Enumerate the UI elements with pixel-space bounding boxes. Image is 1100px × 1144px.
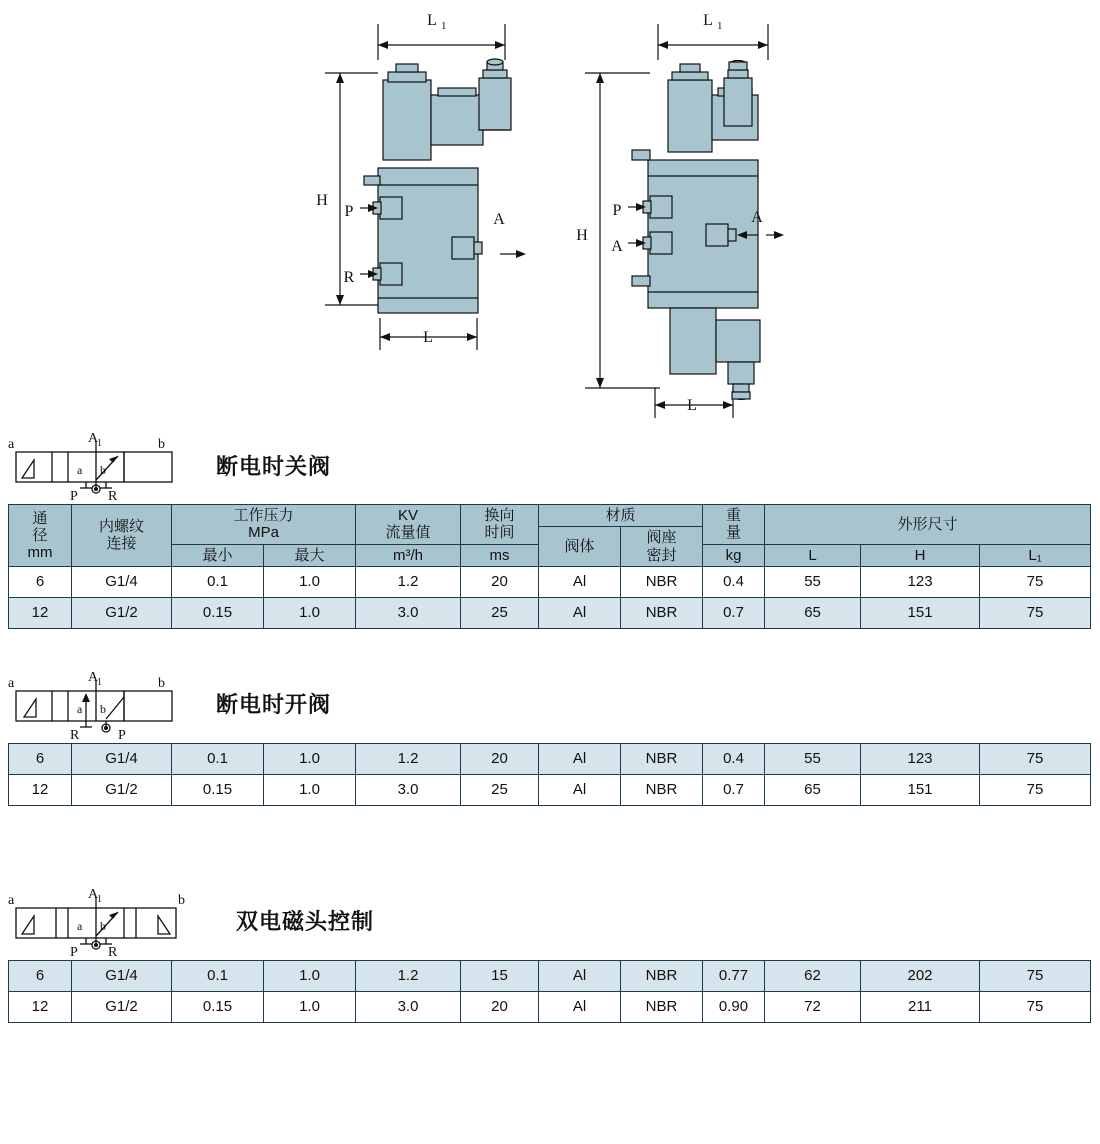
cell-diameter: 12	[9, 597, 72, 628]
th-kv-unit: m³/h	[356, 544, 461, 566]
sym1-label-A1-sub: 1	[97, 438, 102, 449]
sym1-inner-a: a	[77, 463, 83, 477]
cell-pmax: 1.0	[264, 774, 356, 805]
cell-time: 25	[461, 597, 539, 628]
th-pressure: 工作压力 MPa	[172, 505, 356, 545]
label-left-A: A	[493, 211, 505, 228]
cell-pmin: 0.15	[172, 774, 264, 805]
th-material: 材质	[539, 505, 703, 527]
cell-time: 15	[461, 960, 539, 991]
cell-thread: G1/4	[72, 960, 172, 991]
sym3-label-P: P	[70, 944, 78, 956]
symbol-row-1	[0, 430, 1100, 500]
sym2-inner-b: b	[100, 701, 106, 716]
spacer	[0, 629, 1100, 669]
table-row	[9, 566, 1091, 597]
cell-seat: NBR	[621, 597, 703, 628]
section-3	[0, 886, 1100, 1023]
cell-H: 202	[861, 960, 980, 991]
th-kv: KV 流量值	[356, 505, 461, 545]
cell-H: 151	[861, 774, 980, 805]
th-dim-L: L	[765, 544, 861, 566]
label-left-L1-sub: 1	[441, 20, 447, 32]
label-left-H: H	[316, 192, 328, 209]
sym1-label-A1: A	[88, 431, 99, 446]
cell-body: Al	[539, 597, 621, 628]
th-material-body: 阀体	[539, 527, 621, 567]
th-thread: 内螺纹 连接	[72, 505, 172, 567]
cell-body: Al	[539, 991, 621, 1022]
table-header-1	[9, 505, 1091, 567]
cell-L: 65	[765, 774, 861, 805]
cell-pmax: 1.0	[264, 991, 356, 1022]
sym3-inner-a: a	[77, 918, 83, 933]
cell-diameter: 12	[9, 774, 72, 805]
cell-pmax: 1.0	[264, 597, 356, 628]
cell-pmin: 0.1	[172, 960, 264, 991]
cell-kv: 1.2	[356, 960, 461, 991]
valve-symbol-1	[8, 430, 198, 500]
cell-L1: 75	[980, 743, 1091, 774]
sym2-label-A1: A	[88, 669, 99, 685]
label-right-L1: L	[703, 12, 713, 29]
section-title-1: 断电时关阀	[216, 454, 332, 480]
cell-L: 55	[765, 566, 861, 597]
cell-kv: 3.0	[356, 597, 461, 628]
th-diameter: 通 径 mm	[9, 505, 72, 567]
th-pressure-min: 最小	[172, 544, 264, 566]
cell-seat: NBR	[621, 991, 703, 1022]
sym2-label-A1-sub: 1	[97, 676, 102, 688]
drawings-svg	[0, 0, 1100, 430]
cell-L1: 75	[980, 991, 1091, 1022]
cell-weight: 0.4	[703, 743, 765, 774]
cell-weight: 0.7	[703, 774, 765, 805]
label-left-R: R	[343, 269, 355, 286]
cell-body: Al	[539, 743, 621, 774]
cell-pmax: 1.0	[264, 743, 356, 774]
sym2-inner-a: a	[77, 701, 83, 716]
spec-table-2	[8, 743, 1091, 806]
th-dim-H: H	[861, 544, 980, 566]
cell-weight: 0.7	[703, 597, 765, 628]
symbol-row-2	[0, 669, 1100, 739]
table-row	[9, 774, 1091, 805]
cell-L: 62	[765, 960, 861, 991]
spec-table-3	[8, 960, 1091, 1023]
th-dimensions: 外形尺寸	[765, 505, 1091, 545]
cell-L1: 75	[980, 774, 1091, 805]
label-right-L1-sub: 1	[717, 20, 723, 32]
table-row	[9, 960, 1091, 991]
table-row	[9, 991, 1091, 1022]
sym2-label-a: a	[8, 675, 15, 691]
label-right-A: A	[751, 209, 763, 226]
cell-pmin: 0.1	[172, 566, 264, 597]
label-right-L: L	[687, 397, 697, 414]
cell-time: 20	[461, 991, 539, 1022]
section-1	[0, 430, 1100, 629]
cell-kv: 3.0	[356, 774, 461, 805]
th-weight: 重 量	[703, 505, 765, 545]
cell-H: 123	[861, 566, 980, 597]
cell-kv: 1.2	[356, 743, 461, 774]
label-right-P: P	[612, 202, 622, 219]
cell-L: 55	[765, 743, 861, 774]
th-material-seat: 阀座 密封	[621, 527, 703, 567]
label-right-H: H	[576, 227, 588, 244]
sym2-label-R: R	[70, 727, 80, 739]
cell-H: 123	[861, 743, 980, 774]
cell-seat: NBR	[621, 743, 703, 774]
cell-kv: 3.0	[356, 991, 461, 1022]
th-pressure-max: 最大	[264, 544, 356, 566]
cell-pmin: 0.1	[172, 743, 264, 774]
cell-body: Al	[539, 960, 621, 991]
sym3-label-b: b	[178, 892, 185, 908]
sym2-label-P: P	[118, 727, 126, 739]
section-2	[0, 669, 1100, 806]
table-row	[9, 597, 1091, 628]
cell-thread: G1/4	[72, 566, 172, 597]
label-left-P: P	[344, 203, 354, 220]
sym3-inner-b: b	[100, 918, 106, 933]
sym1-label-P: P	[70, 489, 78, 500]
cell-L1: 75	[980, 566, 1091, 597]
cell-diameter: 6	[9, 743, 72, 774]
cell-pmax: 1.0	[264, 960, 356, 991]
sym3-label-A1: A	[88, 886, 99, 902]
symbol-row-3	[0, 886, 1100, 956]
table-row	[9, 743, 1091, 774]
cell-L1: 75	[980, 960, 1091, 991]
cell-H: 151	[861, 597, 980, 628]
cell-diameter: 6	[9, 566, 72, 597]
cell-seat: NBR	[621, 774, 703, 805]
cell-time: 20	[461, 566, 539, 597]
cell-diameter: 12	[9, 991, 72, 1022]
valve-symbol-2	[8, 669, 198, 739]
cell-thread: G1/2	[72, 991, 172, 1022]
sym1-label-b: b	[158, 437, 165, 452]
th-time: 换向 时间	[461, 505, 539, 545]
cell-thread: G1/2	[72, 597, 172, 628]
spacer	[0, 846, 1100, 886]
cell-thread: G1/2	[72, 774, 172, 805]
th-weight-unit: kg	[703, 544, 765, 566]
cell-time: 25	[461, 774, 539, 805]
cell-pmin: 0.15	[172, 991, 264, 1022]
label-left-L1: L	[427, 12, 437, 29]
cell-weight: 0.4	[703, 566, 765, 597]
sym3-label-A1-sub: 1	[97, 893, 102, 905]
label-right-R: A	[611, 238, 623, 255]
cell-time: 20	[461, 743, 539, 774]
cell-L1: 75	[980, 597, 1091, 628]
sym3-label-a: a	[8, 892, 15, 908]
cell-pmax: 1.0	[264, 566, 356, 597]
cell-L: 65	[765, 597, 861, 628]
cell-seat: NBR	[621, 960, 703, 991]
sym2-label-b: b	[158, 675, 165, 691]
cell-H: 211	[861, 991, 980, 1022]
label-left-L: L	[423, 329, 433, 346]
spec-table-1	[8, 504, 1091, 629]
sym3-label-R: R	[108, 944, 118, 956]
sym1-inner-b: b	[100, 463, 106, 477]
section-title-2: 断电时开阀	[216, 693, 332, 719]
cell-body: Al	[539, 774, 621, 805]
sym1-label-a: a	[8, 437, 15, 452]
cell-thread: G1/4	[72, 743, 172, 774]
th-dim-L1: L₁	[980, 544, 1091, 566]
cell-diameter: 6	[9, 960, 72, 991]
cell-L: 72	[765, 991, 861, 1022]
cell-weight: 0.90	[703, 991, 765, 1022]
cell-seat: NBR	[621, 566, 703, 597]
cell-body: Al	[539, 566, 621, 597]
cell-weight: 0.77	[703, 960, 765, 991]
cell-pmin: 0.15	[172, 597, 264, 628]
valve-symbol-3	[8, 886, 218, 956]
cell-kv: 1.2	[356, 566, 461, 597]
sym1-label-R: R	[108, 489, 118, 500]
section-title-3: 双电磁头控制	[236, 910, 375, 936]
spacer	[0, 806, 1100, 846]
technical-drawings	[0, 0, 1100, 430]
th-time-unit: ms	[461, 544, 539, 566]
